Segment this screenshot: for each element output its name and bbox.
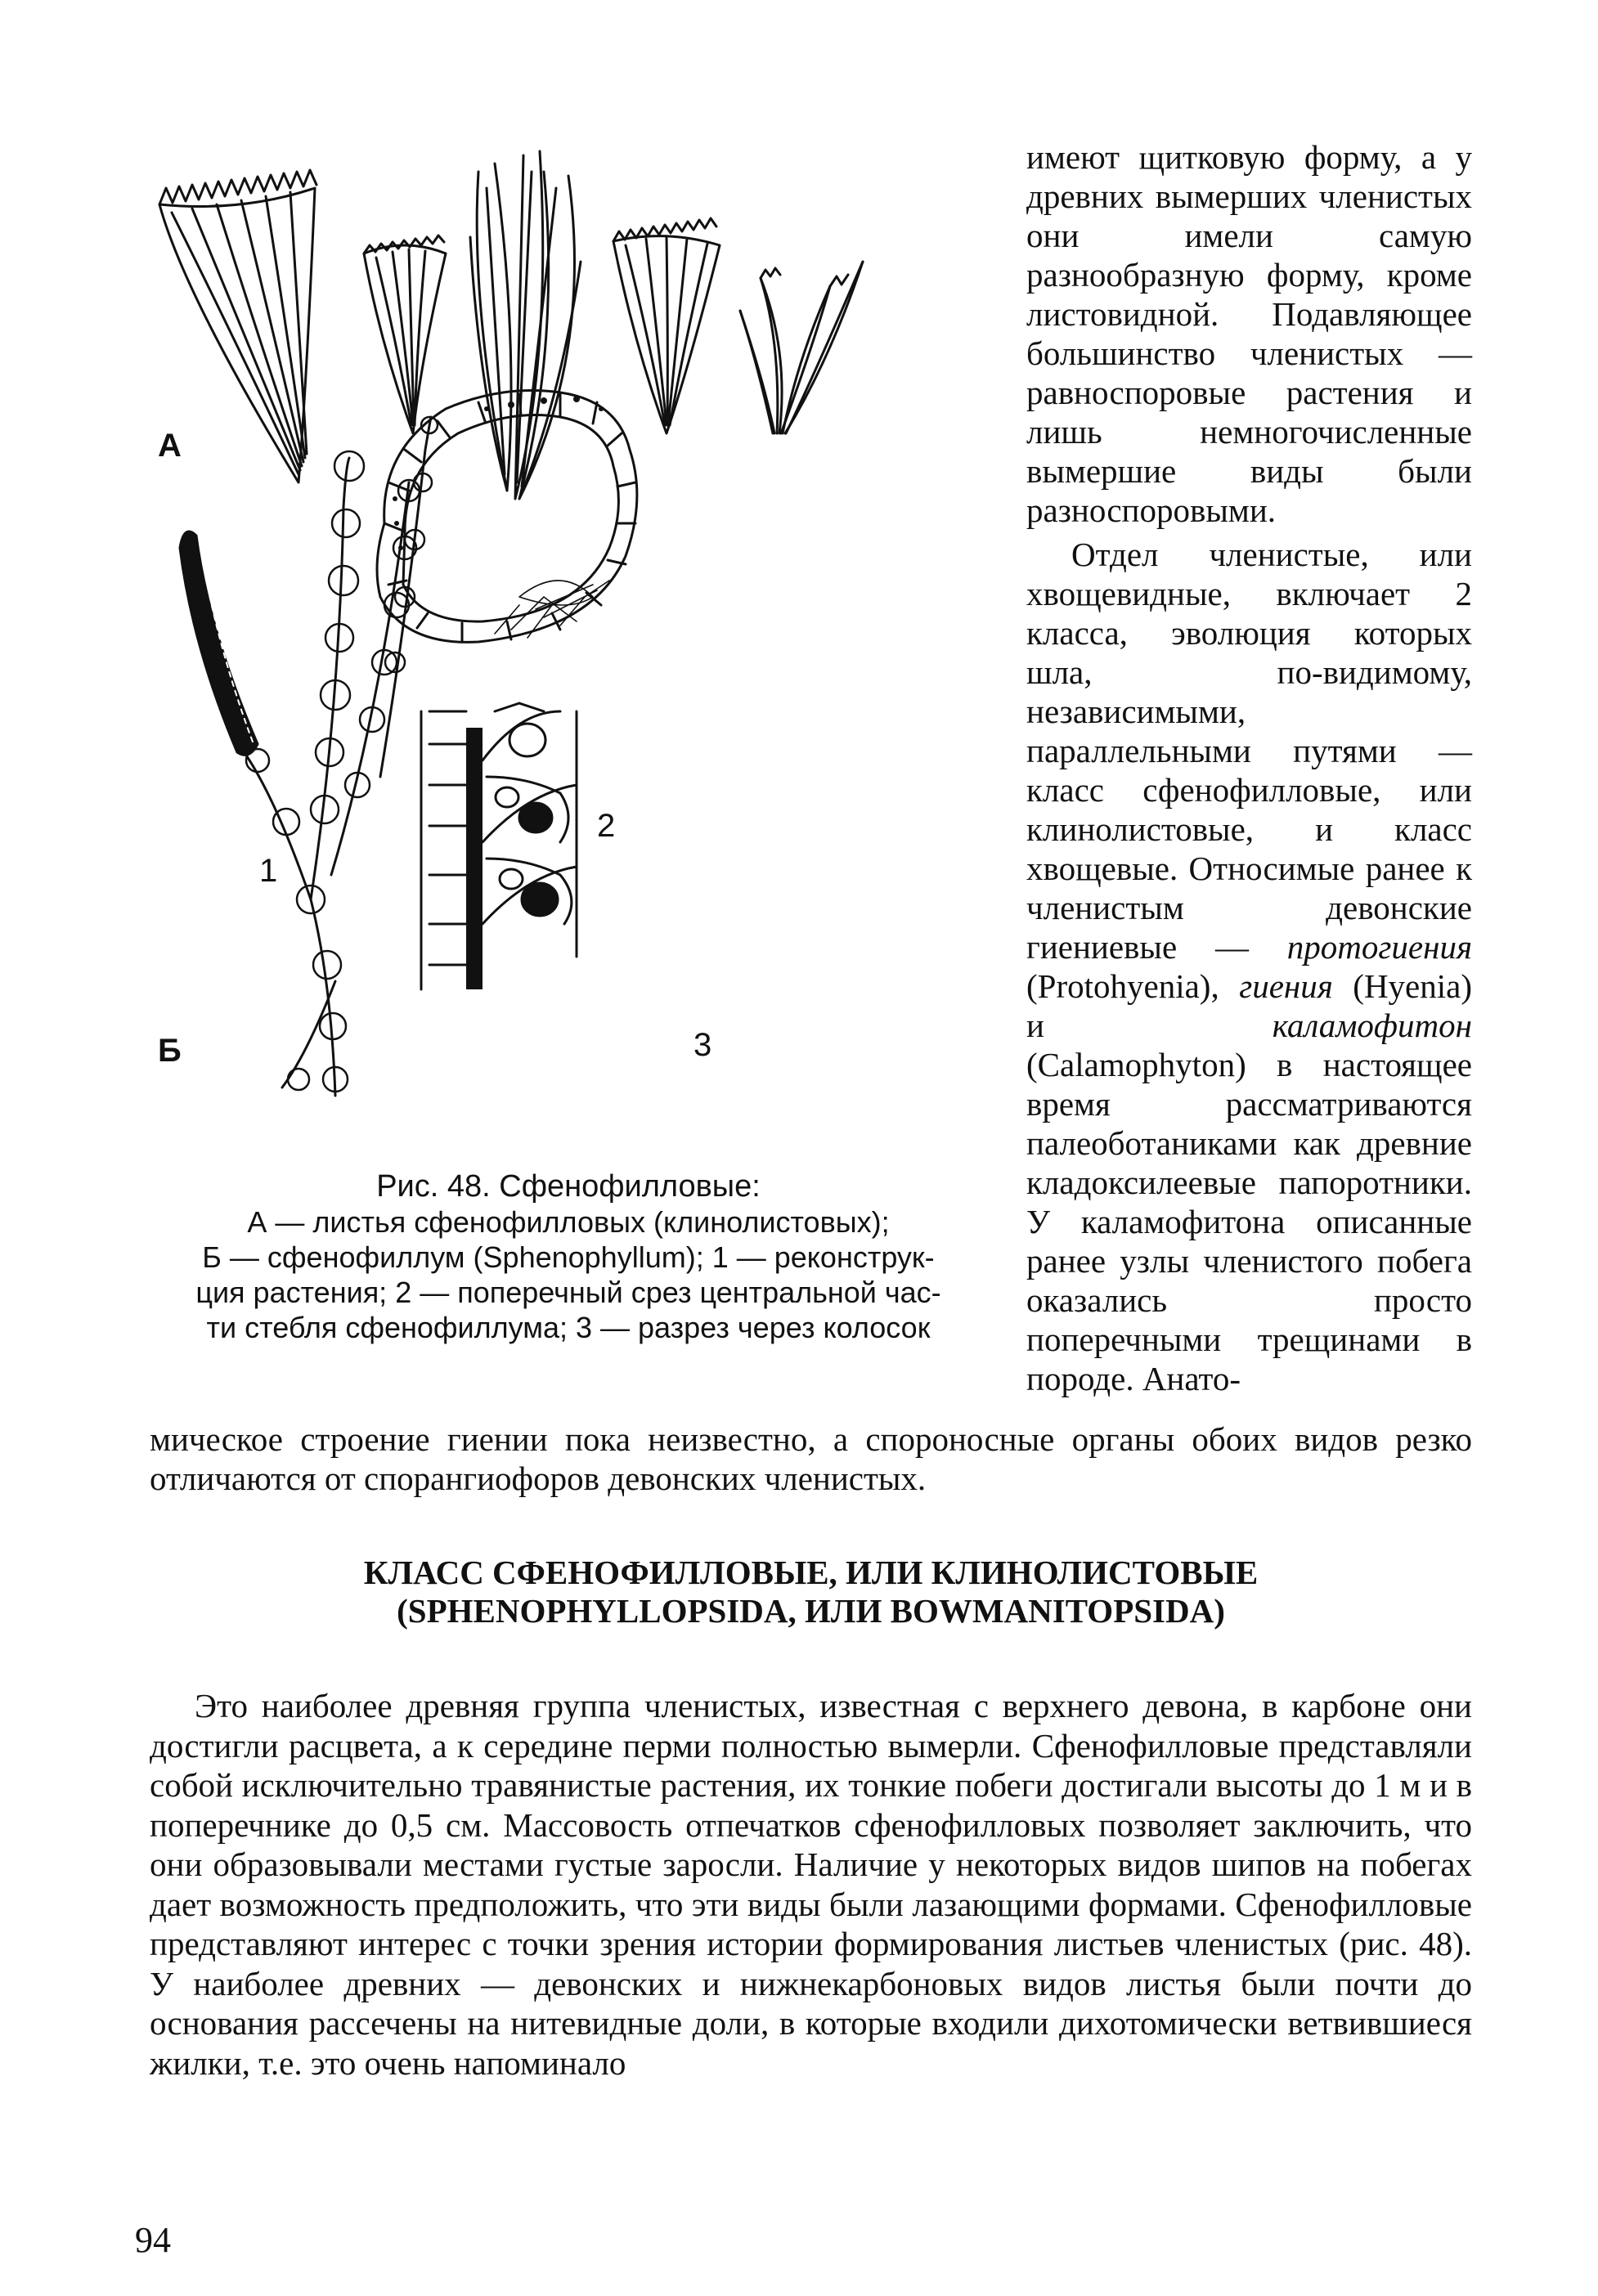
- figure-drawing: [135, 139, 1002, 1104]
- label-a: А: [158, 428, 182, 464]
- caption-line: ти стебля сфенофиллума; 3 — разрез через колосок: [206, 1311, 931, 1344]
- stem-cross-section: [377, 391, 637, 643]
- caption-line: ция растения; 2 — поперечный срез центральной час-: [195, 1276, 941, 1309]
- leaf-1: [159, 170, 316, 482]
- caption-line: Б — сфенофиллум (Sphenophyllum); 1 — реконструк-: [202, 1240, 935, 1274]
- heading-line: КЛАСС СФЕНОФИЛЛОВЫЕ, ИЛИ КЛИНОЛИСТОВЫЕ: [363, 1554, 1259, 1591]
- right-column-text: [1026, 137, 1472, 1398]
- figure-caption: [135, 1169, 1002, 1345]
- plant-reconstruction: [180, 417, 438, 1096]
- paragraph-continuation: мическое строение гиении пока неизвестно, а спороносные органы обоих видов резко отличаются от спорангиофоров девонских членистых.: [150, 1420, 1472, 1497]
- paragraph: Отдел членистые, или хвощевидные, включает 2 класса, эволюция которых шла, по-видимому, независимыми, параллельными путями — класс сфенофилловые, или клинолистовые, и класс хвощевые. Относимые ранее к членистым девонские гиениевые — протогиения (Protohyenia), гиения (Hyenia) и каламофитон (Calamophyton) в настоящее время рассматриваются палеоботаниками как древние кладоксилеевые папоротники. У каламофитона описанные ранее узлы членистого побега оказались просто поперечными трещинами в породе. Анато-: [1026, 536, 1472, 1397]
- leaf-3: [470, 151, 581, 499]
- leaf-4: [613, 218, 720, 433]
- label-2: 2: [597, 808, 616, 844]
- cone-section: [421, 703, 577, 989]
- label-b: Б: [158, 1033, 182, 1069]
- leaf-2: [364, 235, 446, 433]
- heading-line: (SPHENOPHYLLOPSIDA, ИЛИ BOWMANITOPSIDA): [397, 1592, 1225, 1630]
- page-number: 94: [135, 2220, 171, 2260]
- section-heading: [150, 1554, 1472, 1630]
- caption-line: А — листья сфенофилловых (клинолистовых);: [247, 1205, 890, 1239]
- label-3: 3: [694, 1027, 712, 1063]
- body-paragraph: Это наиболее древняя группа членистых, известная с верхнего девона, в карбоне они достигли расцвета, а к середине перми полностью вымерли. Сфенофилловые представляли собой исключительно травянистые растения, их тонкие побеги достигали высоты до 1 м и в поперечнике до 0,5 см. Массовость отпечатков сфенофилловых позволяет заключить, что они образовывали местами густые заросли. Наличие у некоторых видов шипов на побегах дает возможность предположить, что эти виды были лазающими формами. Сфенофилловые представляют интерес с точки зрения истории формирования листьев членистых (рис. 48). У наиболее древних — девонских и нижнекарбоновых видов листья были почти до основания рассечены на нитевидные доли, в которые входили дихотомически ветвившиеся жилки, т.е. это очень напоминало: [150, 1687, 1472, 2082]
- leaf-5: [740, 262, 863, 433]
- figure-48: [135, 139, 1002, 1104]
- caption-title: Рис. 48. Сфенофилловые:: [376, 1169, 761, 1204]
- paragraph: имеют щитковую форму, а у древних вымерших членистых они имели самую разнообразную форму, кроме листовидной. Подавляющее большинство членистых — равноспоровые растения и лишь немногочисленные вымершие виды были разноспоровыми.: [1026, 138, 1472, 529]
- label-1: 1: [259, 853, 278, 889]
